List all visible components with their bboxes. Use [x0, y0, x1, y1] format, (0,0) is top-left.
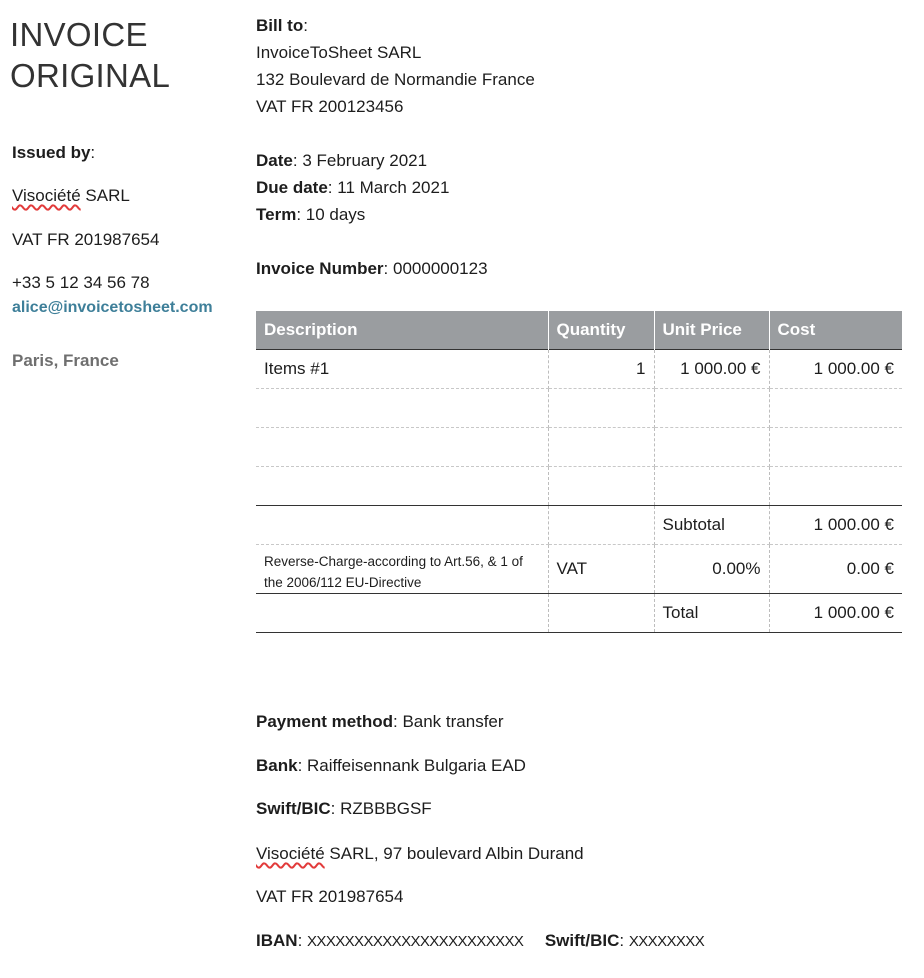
total-row [256, 594, 902, 633]
payment-company-rest: SARL, 97 boulevard Albin Durand [324, 844, 584, 863]
vat-note: Reverse-Charge-according to Art.56, & 1 of the 2006/112 EU-Directive [256, 545, 548, 594]
total-value: 1 000.00 € [769, 594, 902, 633]
date-value: 3 February 2021 [302, 151, 428, 170]
issuer-email-link[interactable]: alice@invoicetosheet.com [12, 299, 213, 316]
payment-iban: IBAN: XXXXXXXXXXXXXXXXXXXXXXX Swift/BIC: XXXXXXXX [256, 931, 705, 950]
issuer-name-spellcheck: Visociété [12, 186, 81, 205]
table-row [256, 350, 902, 389]
invoice-items-table [256, 311, 902, 633]
header-unit-price: Unit Price [654, 311, 769, 350]
swift-value: RZBBBGSF [340, 799, 432, 818]
due-date-value: 11 March 2021 [337, 178, 450, 197]
vat-label: VAT [548, 545, 654, 594]
issuer-name-rest: SARL [80, 186, 130, 205]
payment-method: Payment method: Bank transfer [256, 712, 504, 731]
iban-value: XXXXXXXXXXXXXXXXXXXXXXX [307, 933, 524, 950]
table-row-empty [256, 389, 902, 428]
item-cost: 1 000.00 € [769, 350, 902, 389]
issued-by-label-text: Issued by [12, 143, 91, 162]
invoice-date: Date: 3 February 2021 [256, 151, 428, 170]
item-unit-price: 1 000.00 € [654, 350, 769, 389]
bank-value: Raiffeisennank Bulgaria EAD [307, 756, 526, 775]
invoice-number: Invoice Number: 0000000123 [256, 259, 488, 278]
bill-to-label-text: Bill to [256, 16, 304, 35]
payment-swift: Swift/BIC: RZBBBGSF [256, 799, 432, 818]
bill-to-vat: VAT FR 200123456 [256, 97, 404, 116]
due-date-label: Due date [256, 178, 328, 197]
total-label: Total [654, 594, 769, 633]
bill-to-label: Bill to: [256, 16, 308, 35]
bill-to-address: 132 Boulevard de Normandie France [256, 70, 535, 89]
payment-company-address [256, 844, 584, 864]
issuer-phone: +33 5 12 34 56 78 [12, 273, 150, 292]
invoice-number-label: Invoice Number [256, 259, 384, 278]
payment-method-value: Bank transfer [402, 712, 504, 731]
header-cost: Cost [769, 311, 902, 350]
item-description: Items #1 [256, 350, 548, 389]
term-label: Term [256, 205, 297, 224]
swift2-value: XXXXXXXX [628, 933, 705, 950]
item-quantity: 1 [548, 350, 654, 389]
payment-vat: VAT FR 201987654 [256, 887, 404, 906]
header-quantity: Quantity [548, 311, 654, 350]
issued-by-label: Issued by: [12, 143, 96, 162]
subtotal-row [256, 506, 902, 545]
vat-value: 0.00 € [769, 545, 902, 594]
subtotal-label: Subtotal [654, 506, 769, 545]
term-value: 10 days [305, 205, 366, 224]
header-description: Description [256, 311, 548, 350]
invoice-term: Term: 10 days [256, 205, 366, 224]
date-label: Date [256, 151, 293, 170]
bank-label: Bank [256, 756, 298, 775]
invoice-title-line2: ORIGINAL [10, 57, 171, 94]
swift2-label: Swift/BIC [544, 931, 620, 950]
payment-company-spellcheck: Visociété [256, 844, 325, 863]
payment-method-label: Payment method [256, 712, 393, 731]
table-header-row [256, 311, 902, 350]
invoice-title-line1: INVOICE [10, 16, 148, 53]
bill-to-name: InvoiceToSheet SARL [256, 43, 422, 62]
vat-row [256, 545, 902, 594]
iban-label: IBAN [256, 931, 298, 950]
invoice-number-value: 0000000123 [393, 259, 488, 278]
swift-label: Swift/BIC [256, 799, 331, 818]
invoice-due-date: Due date: 11 March 2021 [256, 178, 450, 197]
table-row-empty [256, 467, 902, 506]
vat-rate: 0.00% [654, 545, 769, 594]
issuer-location: Paris, France [12, 351, 119, 370]
table-row-empty [256, 428, 902, 467]
issuer-name [12, 186, 130, 206]
payment-bank: Bank: Raiffeisennank Bulgaria EAD [256, 756, 526, 775]
issuer-vat: VAT FR 201987654 [12, 230, 160, 249]
subtotal-value: 1 000.00 € [769, 506, 902, 545]
